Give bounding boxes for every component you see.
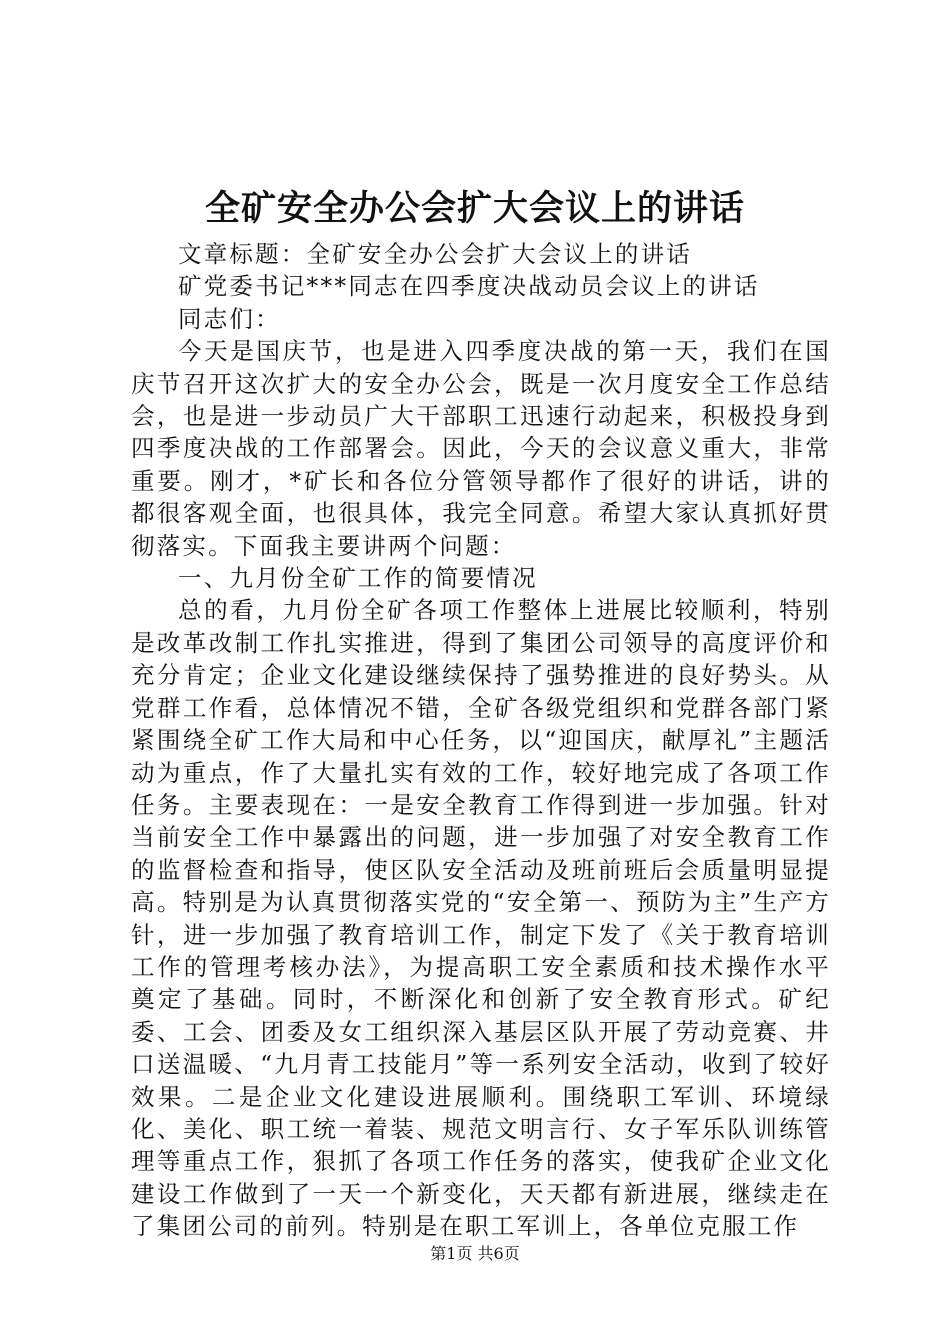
salutation: 同志们： (178, 304, 281, 333)
page-footer: 第1页 共6页 (430, 1244, 520, 1263)
document-title: 全矿安全办公会扩大会议上的讲话 (204, 188, 745, 229)
section-heading: 一、九月份全矿工作的简要情况 (178, 564, 538, 593)
article-title-line: 文章标题：全矿安全办公会扩大会议上的讲话 (178, 240, 692, 268)
body-paragraph: 总的看，九月份全矿各项工作整体上进展比较顺利，特别是改革改制工作扎实推进，得到了集团公司领导的高度评价和充分肯定；企业文化建设继续保持了强势推进的良好势头。从党群工作看，总体情况不错，全矿各级党组织和党群各部门紧紧围绕全矿工作大局和中心任务，以“迎国庆，献厚礼”主题活动为重点，作了大量扎实有效的工作，较好地完成了各项工作任务。主要表现在：一是安全教育工作得到进一步加强。针对当前安全工作中暴露出的问题，进一步加强了对安全教育工作的监督检查和指导，使区队安全活动及班前班后会质量明显提高。特别是为认真贯彻落实党的“安全第一、预防为主”生产方针，进一步加强了教育培训工作，制定下发了《关于教育培训工作的管理考核办法》，为提高职工安全素质和技术操作水平奠定了基础。同时，不断深化和创新了安全教育形式。矿纪委、工会、团委及女工组织深入基层区队开展了劳动竞赛、井口送温暖、“九月青工技能月”等一系列安全活动，收到了较好效果。二是企业文化建设进展顺利。围绕职工军训、环境绿化、美化、职工统一着装、规范文明言行、女子军乐队训练管理等重点工作，狠抓了各项工作任务的落实，使我矿企业文化建设工作做到了一天一个新变化，天天都有新进展，继续走在了集团公司的前列。特别是在职工军训上，各单位克服工作 (131, 596, 831, 1241)
document-body (131, 238, 831, 1243)
body-paragraph: 今天是国庆节，也是进入四季度决战的第一天，我们在国庆节召开这次扩大的安全办公会，既是一次月度安全工作总结会，也是进一步动员广大干部职工迅速行动起来，积极投身到四季度决战的工作部署会。因此，今天的会议意义重大，非常重要。刚才，*矿长和各位分管领导都作了很好的讲话，讲的都很客观全面，也很具体，我完全同意。希望大家认真抓好贯彻落实。下面我主要讲两个问题： (131, 337, 831, 560)
speech-subtitle-line: 矿党委书记***同志在四季度决战动员会议上的讲话 (178, 272, 760, 301)
